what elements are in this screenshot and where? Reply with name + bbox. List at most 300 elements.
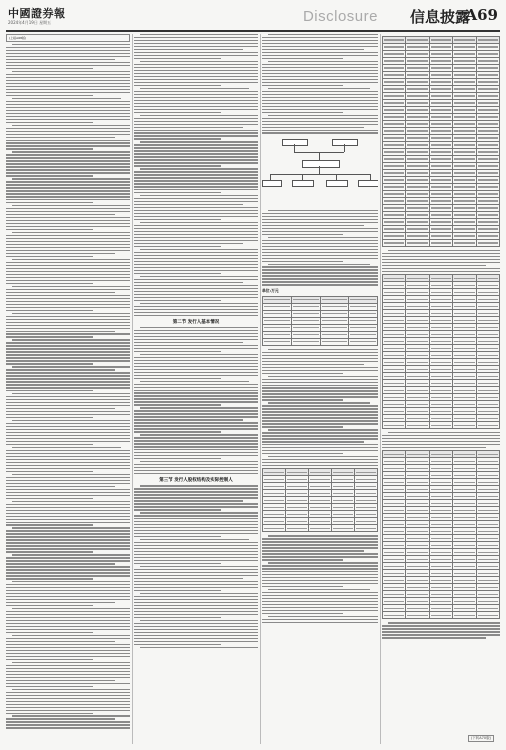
- diagram-node: [292, 180, 314, 187]
- text-line: [140, 485, 258, 486]
- cell-text: [454, 60, 474, 61]
- cell-text: [454, 418, 474, 419]
- table-cell: [429, 177, 452, 184]
- table-cell: [429, 373, 452, 380]
- text-line: [6, 65, 130, 66]
- text-line: [382, 438, 500, 439]
- text-line: [6, 513, 130, 514]
- table-cell: [332, 476, 355, 483]
- table-cell: [383, 612, 406, 619]
- table-cell: [476, 535, 499, 542]
- data-table: [382, 274, 500, 429]
- table-cell: [453, 289, 476, 296]
- text-line: [6, 507, 130, 508]
- text-line: [6, 590, 130, 591]
- cell-text: [407, 390, 427, 391]
- text-line: [134, 629, 258, 630]
- cell-text: [431, 221, 451, 222]
- cell-text: [478, 545, 498, 546]
- text-line: [6, 95, 93, 96]
- cell-text: [454, 95, 474, 96]
- text-line: [134, 306, 258, 307]
- table-cell: [453, 352, 476, 359]
- cell-text: [478, 454, 498, 455]
- cell-text: [384, 214, 404, 215]
- text-line: [6, 459, 130, 460]
- text-line: [262, 411, 378, 412]
- cell-text: [431, 482, 451, 483]
- text-line: [6, 62, 130, 63]
- cell-text: [454, 292, 474, 293]
- text-line: [6, 381, 130, 382]
- text-line: [134, 473, 258, 474]
- table-cell: [383, 44, 406, 51]
- text-line: [134, 378, 221, 379]
- text-line: [134, 560, 258, 561]
- diagram-edge: [294, 144, 295, 152]
- table-cell: [429, 387, 452, 394]
- data-table: [382, 36, 500, 247]
- table-cell: [429, 107, 452, 114]
- table-cell: [476, 191, 499, 198]
- cell-text: [322, 306, 348, 307]
- table-cell: [453, 598, 476, 605]
- table-cell: [429, 507, 452, 514]
- cell-text: [407, 123, 427, 124]
- text-line: [6, 298, 130, 299]
- table-cell: [383, 521, 406, 528]
- text-line: [6, 223, 130, 224]
- text-line: [134, 369, 258, 370]
- text-line: [388, 250, 500, 251]
- table-cell: [286, 504, 309, 511]
- cell-text: [454, 228, 474, 229]
- table-cell: [453, 612, 476, 619]
- cell-text: [431, 348, 451, 349]
- text-line: [6, 611, 130, 612]
- table-row: [383, 121, 500, 128]
- text-line: [262, 571, 378, 572]
- text-line: [134, 387, 258, 388]
- text-line: [382, 447, 486, 448]
- text-line: [6, 563, 115, 564]
- cell-text: [454, 383, 474, 384]
- cell-text: [264, 334, 290, 335]
- text-line: [6, 274, 130, 275]
- table-cell: [406, 458, 429, 465]
- table-cell: [332, 504, 355, 511]
- text-line: [6, 280, 130, 281]
- text-line: [382, 262, 500, 263]
- text-line: [6, 319, 130, 320]
- text-line: [262, 426, 343, 427]
- text-line: [134, 641, 258, 642]
- body-text: [134, 485, 258, 647]
- text-line: [134, 366, 258, 367]
- table-cell: [476, 149, 499, 156]
- table-cell: [383, 338, 406, 345]
- text-line: [12, 608, 130, 609]
- table-row: [383, 114, 500, 121]
- text-line: [134, 85, 221, 86]
- text-line: [134, 644, 221, 645]
- text-line: [6, 271, 130, 272]
- cell-text: [407, 292, 427, 293]
- table-cell: [453, 156, 476, 163]
- text-line: [268, 61, 378, 62]
- table-cell: [453, 451, 476, 458]
- text-line: [262, 272, 378, 273]
- table-cell: [320, 303, 349, 310]
- text-line: [6, 572, 130, 573]
- text-line: [262, 444, 378, 445]
- table-cell: [429, 275, 452, 282]
- text-line: [262, 258, 378, 259]
- text-line: [6, 226, 130, 227]
- text-line: [6, 665, 130, 666]
- text-line: [6, 516, 130, 517]
- table-cell: [476, 324, 499, 331]
- text-line: [6, 519, 130, 520]
- cell-text: [384, 102, 404, 103]
- cell-text: [310, 514, 330, 515]
- cell-text: [454, 531, 474, 532]
- cell-text: [454, 193, 474, 194]
- text-line: [6, 131, 130, 132]
- text-line: [6, 707, 130, 708]
- cell-text: [454, 369, 474, 370]
- table-cell: [406, 79, 429, 86]
- cell-text: [454, 552, 474, 553]
- cell-text: [431, 468, 451, 469]
- text-line: [262, 266, 378, 267]
- table-cell: [429, 345, 452, 352]
- table-row: [383, 401, 500, 408]
- text-line: [268, 349, 378, 350]
- table-row: [383, 219, 500, 226]
- cell-text: [478, 46, 498, 47]
- text-line: [268, 34, 378, 35]
- table-cell: [429, 282, 452, 289]
- cell-text: [384, 468, 404, 469]
- text-line: [262, 541, 378, 542]
- text-line: [6, 650, 130, 651]
- text-line: [262, 124, 378, 125]
- table-row: [383, 535, 500, 542]
- table-row: [383, 556, 500, 563]
- text-line: [6, 304, 130, 305]
- text-line: [134, 43, 258, 44]
- table-row: [263, 324, 378, 331]
- text-line: [134, 282, 243, 283]
- cell-text: [384, 615, 404, 616]
- section-title-en: Disclosure: [302, 8, 378, 25]
- table-cell: [291, 338, 320, 345]
- table-cell: [453, 198, 476, 205]
- text-line: [134, 425, 258, 426]
- cell-text: [407, 186, 427, 187]
- table-cell: [383, 591, 406, 598]
- table-row: [263, 511, 378, 518]
- table-row: [383, 493, 500, 500]
- text-line: [6, 217, 130, 218]
- table-row: [383, 79, 500, 86]
- cell-text: [454, 186, 474, 187]
- text-line: [382, 271, 500, 272]
- cell-text: [287, 514, 307, 515]
- table-cell: [453, 591, 476, 598]
- cell-text: [384, 313, 404, 314]
- table-cell: [406, 556, 429, 563]
- text-line: [6, 701, 130, 702]
- text-line: [12, 662, 130, 663]
- cell-text: [384, 390, 404, 391]
- text-line: [134, 258, 258, 259]
- text-line: [6, 187, 130, 188]
- cell-text: [454, 341, 474, 342]
- cell-text: [454, 348, 474, 349]
- cell-text: [478, 510, 498, 511]
- body-text: [262, 535, 378, 623]
- table-row: [383, 275, 500, 282]
- table-cell: [332, 469, 355, 476]
- cell-text: [454, 545, 474, 546]
- cell-text: [431, 285, 451, 286]
- text-line: [134, 162, 258, 163]
- cell-text: [407, 454, 427, 455]
- table-cell: [476, 240, 499, 247]
- table-row: [383, 331, 500, 338]
- table-cell: [383, 107, 406, 114]
- text-line: [6, 402, 130, 403]
- table-cell: [406, 472, 429, 479]
- text-line: [262, 465, 378, 466]
- table-cell: [332, 518, 355, 525]
- cell-text: [407, 559, 427, 560]
- cell-text: [478, 242, 498, 243]
- cell-text: [322, 341, 348, 342]
- cell-text: [407, 228, 427, 229]
- table-row: [383, 170, 500, 177]
- table-cell: [406, 359, 429, 366]
- text-line: [134, 449, 258, 450]
- table-cell: [349, 324, 378, 331]
- text-line: [262, 399, 343, 400]
- table-cell: [263, 310, 292, 317]
- cell-text: [454, 221, 474, 222]
- text-line: [262, 352, 378, 353]
- cell-text: [454, 242, 474, 243]
- text-line: [6, 450, 130, 451]
- table-cell: [476, 156, 499, 163]
- table-cell: [263, 511, 286, 518]
- text-line: [134, 76, 258, 77]
- table-row: [383, 184, 500, 191]
- cell-text: [454, 594, 474, 595]
- text-line: [134, 130, 258, 131]
- text-line: [382, 628, 500, 629]
- text-line: [12, 447, 121, 448]
- text-line: [140, 327, 258, 328]
- cell-text: [454, 158, 474, 159]
- cell-text: [384, 411, 404, 412]
- table-cell: [453, 205, 476, 212]
- table-cell: [453, 528, 476, 535]
- table-cell: [453, 331, 476, 338]
- table-cell: [453, 542, 476, 549]
- cell-text: [384, 292, 404, 293]
- cell-text: [478, 341, 498, 342]
- table-cell: [453, 135, 476, 142]
- text-line: [134, 225, 258, 226]
- text-line: [6, 190, 130, 191]
- cell-text: [264, 472, 284, 473]
- cell-text: [454, 524, 474, 525]
- table-cell: [383, 556, 406, 563]
- table-cell: [263, 317, 292, 324]
- text-line: [6, 569, 130, 570]
- text-line: [6, 545, 130, 546]
- text-line: [134, 611, 258, 612]
- text-line: [262, 559, 343, 560]
- table-cell: [453, 408, 476, 415]
- table-cell: [383, 121, 406, 128]
- table-row: [383, 612, 500, 619]
- table-cell: [429, 184, 452, 191]
- table-cell: [476, 44, 499, 51]
- cell-text: [431, 95, 451, 96]
- text-line: [134, 446, 258, 447]
- text-line: [134, 153, 258, 154]
- text-line: [140, 276, 258, 277]
- text-line: [134, 216, 258, 217]
- table-cell: [406, 177, 429, 184]
- cell-text: [431, 355, 451, 356]
- text-line: [134, 419, 243, 420]
- text-line: [134, 252, 258, 253]
- cell-text: [384, 425, 404, 426]
- table-row: [383, 507, 500, 514]
- text-line: [134, 228, 258, 229]
- cell-text: [431, 566, 451, 567]
- text-line: [134, 82, 258, 83]
- column-1: [6, 34, 130, 744]
- table-row: [383, 198, 500, 205]
- text-line: [134, 127, 243, 128]
- cell-text: [407, 179, 427, 180]
- text-line: [134, 150, 258, 151]
- table-cell: [429, 493, 452, 500]
- cell-text: [293, 299, 319, 300]
- cell-text: [431, 454, 451, 455]
- cell-text: [431, 186, 451, 187]
- cell-text: [384, 53, 404, 54]
- cell-text: [431, 461, 451, 462]
- table-cell: [429, 394, 452, 401]
- table-row: [383, 591, 500, 598]
- cell-text: [384, 524, 404, 525]
- text-line: [6, 704, 130, 705]
- text-line: [134, 118, 258, 119]
- text-line: [6, 107, 130, 108]
- text-line: [262, 574, 378, 575]
- cell-text: [431, 179, 451, 180]
- table-row: [383, 86, 500, 93]
- text-line: [134, 398, 258, 399]
- text-line: [140, 539, 249, 540]
- text-line: [6, 727, 130, 728]
- cell-text: [384, 67, 404, 68]
- table-cell: [429, 219, 452, 226]
- text-line: [6, 480, 130, 481]
- text-line: [262, 364, 364, 365]
- text-line: [382, 444, 500, 445]
- text-line: [262, 52, 378, 53]
- table-cell: [453, 219, 476, 226]
- table-cell: [429, 128, 452, 135]
- table-cell: [406, 289, 429, 296]
- table-cell: [406, 275, 429, 282]
- table-cell: [291, 296, 320, 303]
- table-cell: [429, 93, 452, 100]
- table-cell: [453, 163, 476, 170]
- table-cell: [453, 72, 476, 79]
- text-line: [6, 160, 130, 161]
- text-line: [262, 390, 378, 391]
- table-cell: [406, 451, 429, 458]
- cell-text: [384, 376, 404, 377]
- text-line: [268, 562, 378, 563]
- text-line: [6, 656, 130, 657]
- text-line: [134, 297, 258, 298]
- cell-text: [431, 313, 451, 314]
- text-line: [6, 718, 115, 719]
- cell-text: [407, 221, 427, 222]
- text-line: [134, 584, 258, 585]
- table-cell: [383, 493, 406, 500]
- cell-text: [264, 528, 284, 529]
- cell-text: [478, 74, 498, 75]
- text-line: [262, 49, 364, 50]
- table-row: [263, 338, 378, 345]
- text-line: [6, 411, 130, 412]
- table-cell: [429, 310, 452, 317]
- cell-text: [454, 390, 474, 391]
- cell-text: [478, 503, 498, 504]
- table-cell: [476, 408, 499, 415]
- text-line: [6, 292, 115, 293]
- cell-text: [454, 137, 474, 138]
- text-line: [262, 387, 378, 388]
- cell-text: [384, 327, 404, 328]
- cell-text: [454, 475, 474, 476]
- text-line: [262, 222, 378, 223]
- cell-text: [384, 510, 404, 511]
- table-cell: [453, 170, 476, 177]
- cell-text: [293, 306, 319, 307]
- cell-text: [431, 390, 451, 391]
- cell-text: [407, 545, 427, 546]
- cell-text: [478, 376, 498, 377]
- cell-text: [407, 482, 427, 483]
- text-line: [134, 587, 258, 588]
- cell-text: [310, 521, 330, 522]
- table-cell: [429, 324, 452, 331]
- cell-text: [478, 531, 498, 532]
- table-cell: [406, 465, 429, 472]
- cell-text: [431, 404, 451, 405]
- text-line: [6, 414, 130, 415]
